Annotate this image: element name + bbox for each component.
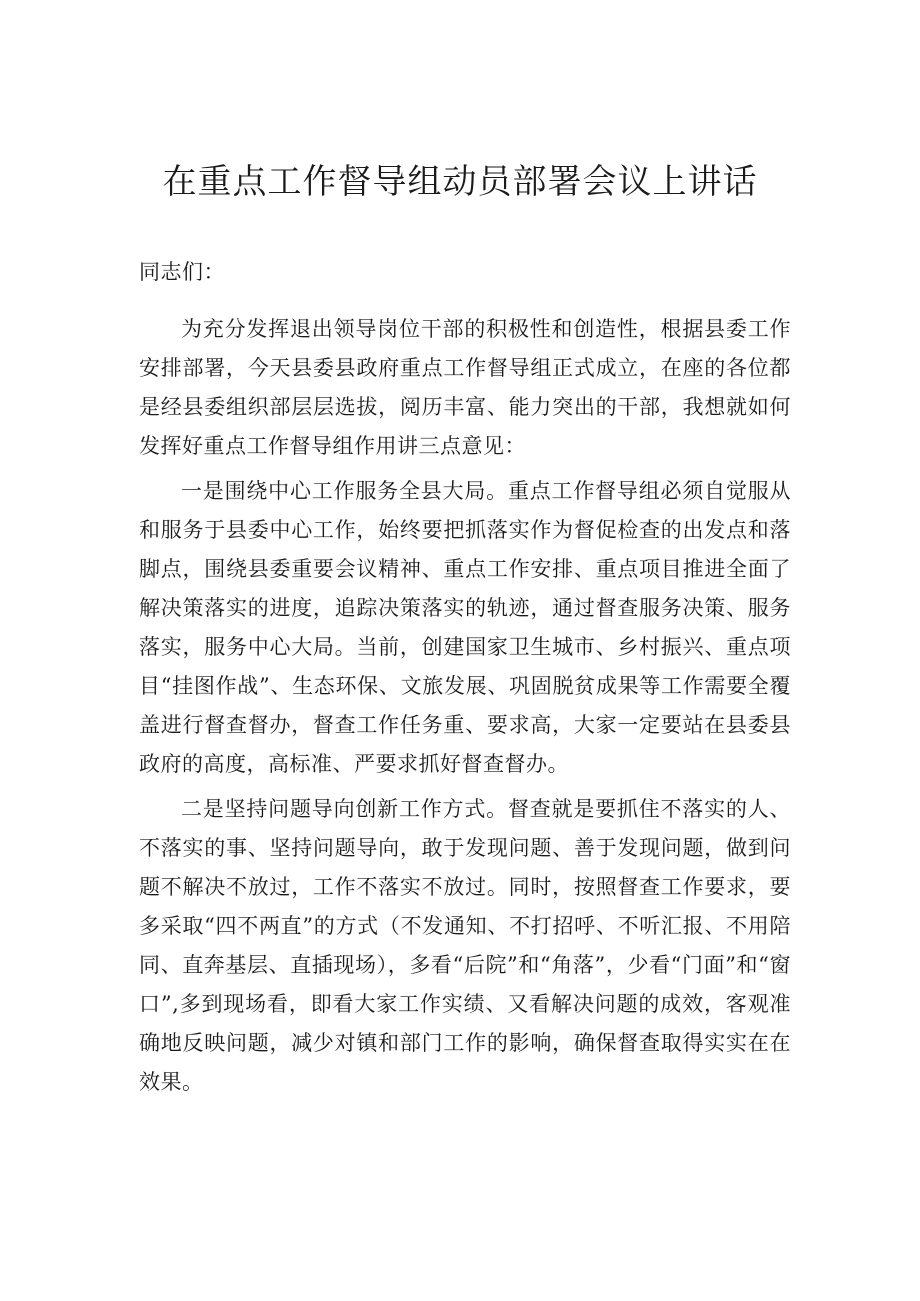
- salutation: 同志们：: [139, 260, 225, 284]
- document-body: [139, 253, 791, 1108]
- paragraph-point-one: 一是围绕中心工作服务全县大局。重点工作督导组必须自觉服从和服务于县委中心工作，始终要把抓落实作为督促检查的出发点和落脚点，围绕县委重要会议精神、重点工作安排、重点项目推进全面了解决策落实的进度，追踪决策落实的轨迹，通过督查服务决策、服务落实，服务中心大局。当前，创建国家卫生城市、乡村振兴、重点项目“挂图作战”、生态环保、文旅发展、巩固脱贫成果等工作需要全覆盖进行督查督办，督查工作任务重、要求高，大家一定要站在县委县政府的高度，高标准、严要求抓好督查督办。: [139, 479, 791, 776]
- document-title: 在重点工作督导组动员部署会议上讲话: [162, 162, 758, 202]
- paragraph-point-two: 二是坚持问题导向创新工作方式。督查就是要抓住不落实的人、不落实的事、坚持问题导向，敢于发现问题、善于发现问题，做到问题不解决不放过，工作不落实不放过。同时，按照督查工作要求，要多采取“四不两直”的方式（不发通知、不打招呼、不听汇报、不用陪同、直奔基层、直插现场），多看“后院”和“角落”，少看“门面”和“窗口”,多到现场看，即看大家工作实绩、又看解决问题的成效，客观准确地反映问题，减少对镇和部门工作的影响，确保督查取得实实在在效果。: [139, 797, 791, 1094]
- paragraph-intro: 为充分发挥退出领导岗位干部的积极性和创造性，根据县委工作安排部署，今天县委县政府重点工作督导组正式成立，在座的各位都是经县委组织部层层选拔，阅历丰富、能力突出的干部，我想就如何发挥好重点工作督导组作用讲三点意见：: [139, 317, 791, 458]
